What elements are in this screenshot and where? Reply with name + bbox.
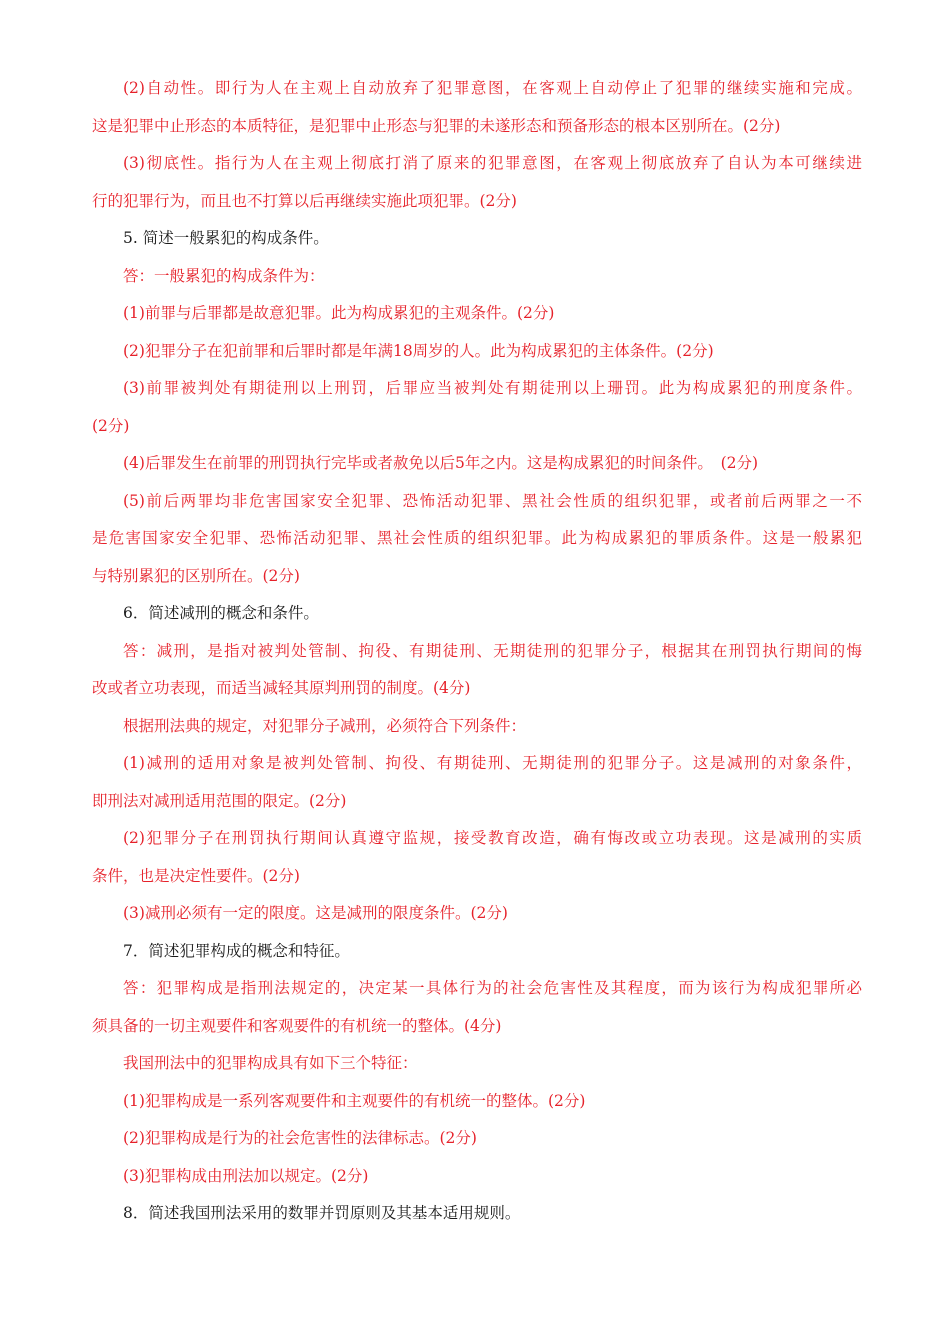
text-line: 是危害国家安全犯罪、恐怖活动犯罪、黑社会性质的组织犯罪。此为构成累犯的罪质条件。这是一般累犯 [92, 529, 862, 547]
text-line: 8．简述我国刑法采用的数罪并罚原则及其基本适用规则。 [123, 1204, 521, 1222]
text-line: 答：犯罪构成是指刑法规定的，决定某一具体行为的社会危害性及其程度，而为该行为构成犯罪所必 [123, 979, 862, 997]
text-line: (2)犯罪分子在犯前罪和后罪时都是年满18周岁的人。此为构成累犯的主体条件。(2分) [123, 341, 714, 360]
text-line: (1)前罪与后罪都是故意犯罪。此为构成累犯的主观条件。(2分) [123, 304, 555, 322]
text-line: (4)后罪发生在前罪的刑罚执行完毕或者赦免以后5年之内。这是构成累犯的时间条件。 (2分) [123, 454, 759, 472]
text-line: 答：一般累犯的构成条件为： [123, 266, 325, 285]
text-line: (3)减刑必须有一定的限度。这是减刑的限度条件。(2分) [123, 904, 508, 922]
text-line: (2)自动性。即行为人在主观上自动放弃了犯罪意图，在客观上自动停止了犯罪的继续实施和完成。 [123, 79, 862, 97]
text-line: 答：减刑，是指对被判处管制、拘役、有期徒刑、无期徒刑的犯罪分子，根据其在刑罚执行期间的悔 [123, 641, 862, 660]
text-line: 须具备的一切主观要件和客观要件的有机统一的整体。(4分) [92, 1016, 502, 1035]
text-line: (2)犯罪分子在刑罚执行期间认真遵守监规，接受教育改造，确有悔改或立功表现。这是减刑的实质 [123, 829, 862, 847]
text-line: (2)犯罪构成是行为的社会危害性的法律标志。(2分) [123, 1129, 477, 1147]
text-line: (5)前后两罪均非危害国家安全犯罪、恐怖活动犯罪、黑社会性质的组织犯罪，或者前后两罪之一不 [123, 491, 862, 510]
text-line: 6．简述减刑的概念和条件。 [123, 604, 319, 622]
text-line: 即刑法对减刑适用范围的限定。(2分) [92, 791, 347, 810]
text-line: (3)犯罪构成由刑法加以规定。(2分) [123, 1166, 369, 1185]
text-line: 改或者立功表现，而适当减轻其原判刑罚的制度。(4分) [92, 679, 471, 697]
text-line: 根据刑法典的规定，对犯罪分子减刑，必须符合下列条件： [123, 716, 527, 735]
text-line: 行的犯罪行为，而且也不打算以后再继续实施此项犯罪。(2分) [92, 191, 517, 210]
text-line: (2分) [92, 416, 130, 435]
document-page [92, 70, 862, 1233]
text-line: (1)减刑的适用对象是被判处管制、拘役、有期徒刑、无期徒刑的犯罪分子。这是减刑的对象条件， [123, 754, 862, 772]
text-line: 与特别累犯的区别所在。(2分) [92, 566, 300, 585]
text-line: 7．简述犯罪构成的概念和特征。 [123, 941, 350, 960]
text-line: (1)犯罪构成是一系列客观要件和主观要件的有机统一的整体。(2分) [123, 1091, 586, 1110]
text-line: 5. 简述一般累犯的构成条件。 [123, 229, 329, 247]
text-line: (3)前罪被判处有期徒刑以上刑罚，后罪应当被判处有期徒刑以上珊罚。此为构成累犯的刑度条件。 [123, 379, 862, 397]
text-line: (3)彻底性。指行为人在主观上彻底打消了原来的犯罪意图，在客观上彻底放弃了自认为本可继续进 [123, 154, 862, 172]
text-line: 我国刑法中的犯罪构成具有如下三个特征： [123, 1054, 418, 1072]
text-line: 条件，也是决定性要件。(2分) [92, 866, 300, 885]
text-line: 这是犯罪中止形态的本质特征，是犯罪中止形态与犯罪的未遂形态和预备形态的根本区别所在。(2分) [92, 116, 781, 135]
